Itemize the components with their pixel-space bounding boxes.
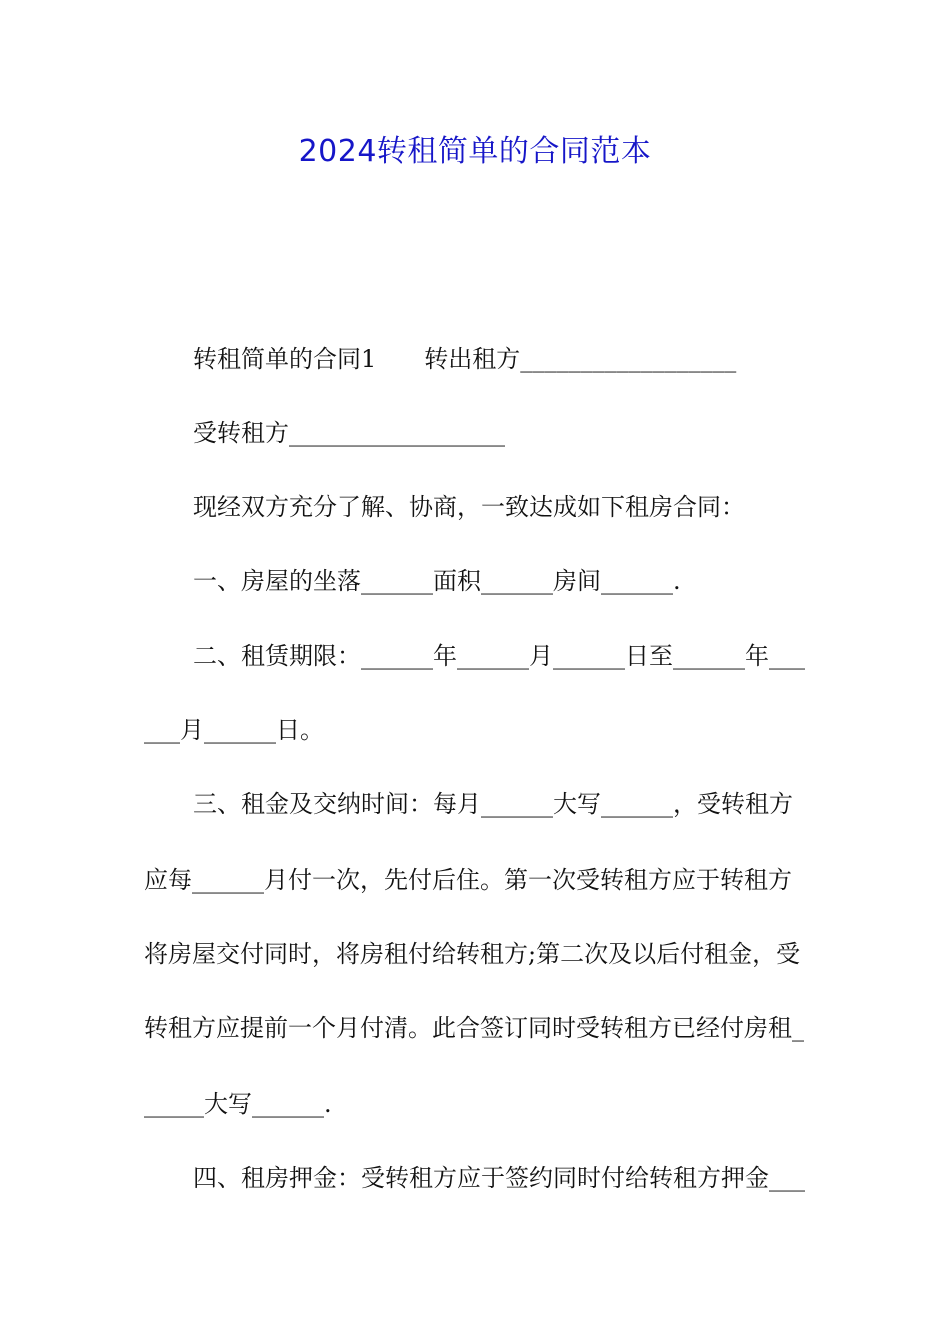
paragraph-line-subtenant: 受转租方__________________ [193, 419, 505, 447]
paragraph-line-clause-3-cont-2: 将房屋交付同时，将房租付给转租方;第二次及以后付租金，受 [144, 940, 801, 968]
paragraph-line-clause-3: 三、租金及交纳时间：每月______大写______，受转租方 [193, 790, 793, 818]
paragraph-line-clause-4: 四、租房押金：受转租方应于签约同时付给转租方押金___ [193, 1164, 805, 1192]
paragraph-line-clause-1: 一、房屋的坐落______面积______房间______. [193, 567, 681, 595]
document-title: 2024转租简单的合同范本 [298, 134, 652, 169]
paragraph-line-clause-3-cont-4: _____大写______. [144, 1090, 332, 1118]
paragraph-line-clause-2: 二、租赁期限：______年______月______日至______年___ [193, 642, 805, 670]
paragraph-line-clause-3-cont-3: 转租方应提前一个月付清。此合签订同时受转租方已经付房租_ [144, 1014, 804, 1042]
paragraph-line-contract-parties: 转租简单的合同1 转出租方__________________ [193, 345, 737, 373]
paragraph-line-clause-2-cont: ___月______日。 [144, 716, 324, 744]
paragraph-line-agreement-intro: 现经双方充分了解、协商，一致达成如下租房合同： [193, 493, 745, 521]
paragraph-line-clause-3-cont-1: 应每______月付一次，先付后住。第一次受转租方应于转租方 [144, 866, 792, 894]
